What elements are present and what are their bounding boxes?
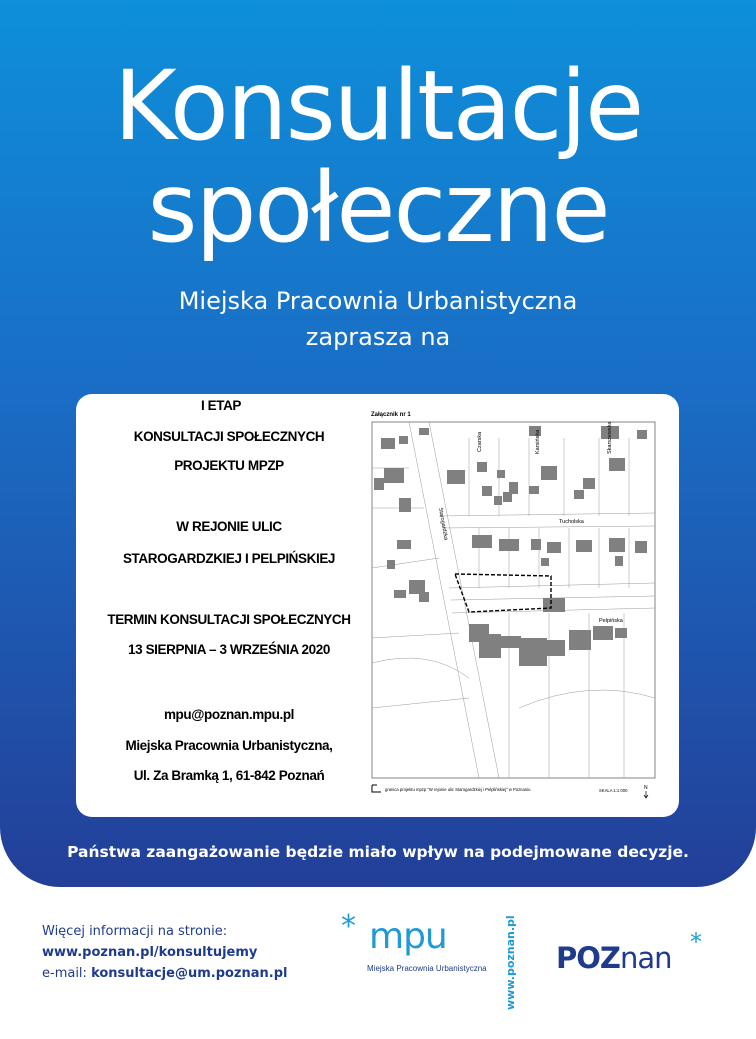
mpu-logo: mpu xyxy=(369,916,447,957)
street-label: Pelpińska xyxy=(599,618,623,624)
info-line: STAROGARDZKIEJ I PELPIŃSKIEJ xyxy=(122,551,336,566)
info-card xyxy=(76,394,679,817)
slogan: Państwa zaangażowanie będzie miało wpływ na podejmowane decyzje. xyxy=(67,843,689,861)
poznan-logo xyxy=(556,941,672,975)
info-line: I ETAP xyxy=(200,398,242,413)
email-link[interactable]: mpu@poznan.mpu.pl xyxy=(163,707,295,722)
site-map xyxy=(369,408,659,803)
footer-email-link[interactable]: konsultacje@um.poznan.pl xyxy=(91,966,288,981)
asterisk-icon: * xyxy=(341,909,356,944)
mpu-logo-subtitle: Miejska Pracownia Urbanistyczna xyxy=(367,964,487,973)
info-line: Ul. Za Bramką 1, 61-842 Poznań xyxy=(133,768,325,783)
title-line-1: Konsultacje xyxy=(113,50,643,162)
map-legend: granica projektu mpzp "W rejonie ulic Starogardzkiej i Pelplińskiej" w Poznaniu xyxy=(385,787,531,792)
info-line: TERMIN KONSULTACJI SPOŁECZNYCH xyxy=(107,612,351,627)
subtitle-line-2: zaprasza na xyxy=(305,323,451,351)
info-line: 13 SIERPNIA – 3 WRZEŚNIA 2020 xyxy=(128,642,330,657)
subtitle-line-1: Miejska Pracownia Urbanistyczna xyxy=(178,287,578,315)
legend-symbol xyxy=(372,785,381,792)
poznan-logo-upper: POZ xyxy=(556,941,620,975)
info-label: Więcej informacji na stronie: xyxy=(42,924,228,939)
street-label: Czarska xyxy=(477,431,483,452)
map-scale: SKALA 1:1 000 xyxy=(599,788,628,793)
website-link[interactable]: www.poznan.pl/konsultujemy xyxy=(42,945,258,960)
info-line: W REJONIE ULIC xyxy=(176,519,282,534)
north-arrow-icon xyxy=(644,791,648,798)
street-label: Karsińska xyxy=(535,429,541,454)
footer-info xyxy=(42,921,287,984)
north-arrow-label: N xyxy=(644,785,648,791)
email-label: e-mail: xyxy=(42,966,92,981)
map-header: Załącznik nr 1 xyxy=(371,412,411,418)
info-line: KONSULTACJI SPOŁECZNYCH xyxy=(133,429,325,444)
map-frame xyxy=(372,422,655,778)
poznan-logo-lower: nan xyxy=(619,941,672,975)
title-line-2: społeczne xyxy=(147,152,609,264)
street-label: Skarszewska xyxy=(607,421,613,454)
info-line: PROJEKTU MPZP xyxy=(174,458,284,473)
street-label: Starogardzka xyxy=(437,507,449,541)
info-line: Miejska Pracownia Urbanistyczna, xyxy=(125,738,333,753)
vertical-url: www.poznan.pl xyxy=(504,915,517,1010)
asterisk-icon: * xyxy=(690,928,702,956)
street-label: Tucholska xyxy=(559,519,584,525)
